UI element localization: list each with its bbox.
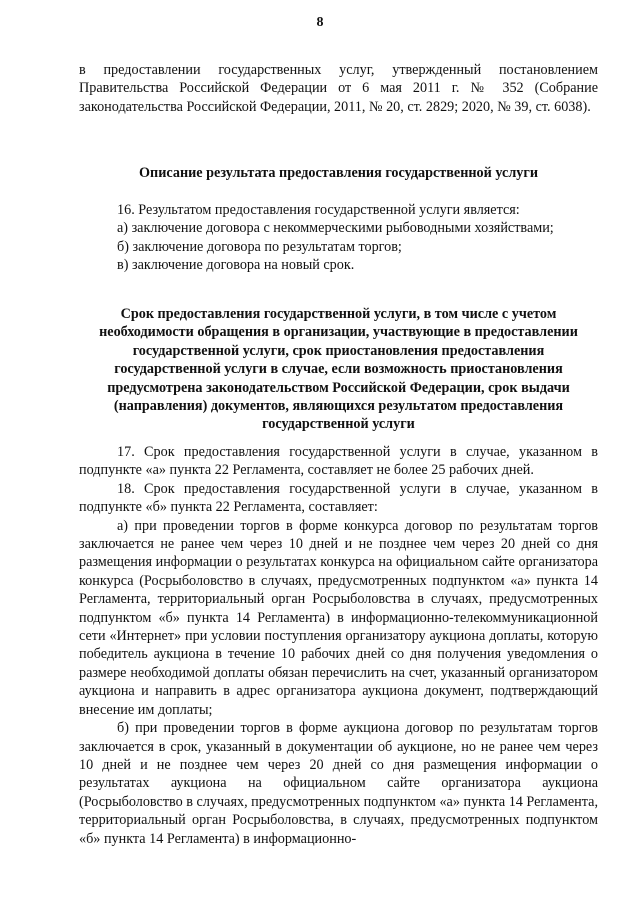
result-item-a: а) заключение договора с некоммерческими рыбоводными хозяйствами; [117,220,554,237]
term-section [79,305,598,434]
paragraph-18: 18. Срок предоставления государственной услуги в случае, указанном в подпункте «б» пункта 22 Регламента, составляет: [79,480,598,516]
paragraph-16: 16. Результатом предоставления государственной услуги является: [117,202,520,218]
term-section-heading: Срок предоставления государственной услуги, в том числе с учетом необходимости обращения в организации, участвующие в предоставлении государственной услуги, срок приостановления предоставления государственной услуги в случае, если возможность приостановления предусмотрена законодательством Российской Федерации, срок выдачи (направления) документов, являющихся результатом предоставления государственной услуги [99,306,578,433]
paragraph-18-a: а) при проведении торгов в форме конкурса договор по результатам торгов заключается не ранее чем через 10 дней и не позднее чем через 20 дней со дня размещения информации о результатах конкурса на официальном сайте организатора конкурса (Росрыболовство в случаях, предусмотренных подпунктом «а» пункта 14 Регламента, территориальный орган Росрыболовства в случаях, предусмотренных подпунктом «б» пункта 14 Регламента) в информационно-телекоммуникационной сети «Интернет» при условии поступления организатору аукциона доплаты, которую победитель аукциона в течение 10 рабочих дней со дня получения уведомления о размере необходимой доплаты обязан перечислить на счет, указанный организатором аукциона и направить в адрес организатора аукциона документ, подтверждающий внесение им доплаты; [79,517,598,718]
result-item-b: б) заключение договора по результатам торгов; [117,238,402,255]
term-paragraphs [79,443,598,848]
result-section-heading: Описание результата предоставления государственной услуги [139,165,538,181]
result-list [79,201,598,275]
result-section [79,164,598,182]
result-item-c: в) заключение договора на новый срок. [117,257,355,274]
paragraph-17: 17. Срок предоставления государственной услуги в случае, указанном в подпункте «а» пункта 22 Регламента, составляет не более 25 рабочих дней. [79,444,598,479]
intro-paragraph: в предоставлении государственных услуг, утвержденный постановлением Правительства Российской Федерации от 6 мая 2011 г. № 352 (Собрание законодательства Российской Федерации, 2011, № 20, ст. 2829; 2020, № 39, ст. 6038). [79,62,598,115]
paragraph-18-b: б) при проведении торгов в форме аукциона договор по результатам торгов заключается в срок, указанный в документации об аукционе, но не ранее чем через 10 дней и не позднее чем через 20 дней со дня размещения информации о результатах аукциона на официальном сайте организатора аукциона (Росрыболовство в случаях, предусмотренных подпунктом «а» пункта 14 Регламента, территориальный орган Росрыболовства, в случаях, предусмотренных подпунктом «б» пункта 14 Регламента) в информационно- [79,720,598,847]
page-number: 8 [316,15,324,30]
intro-paragraph-block [79,61,598,116]
